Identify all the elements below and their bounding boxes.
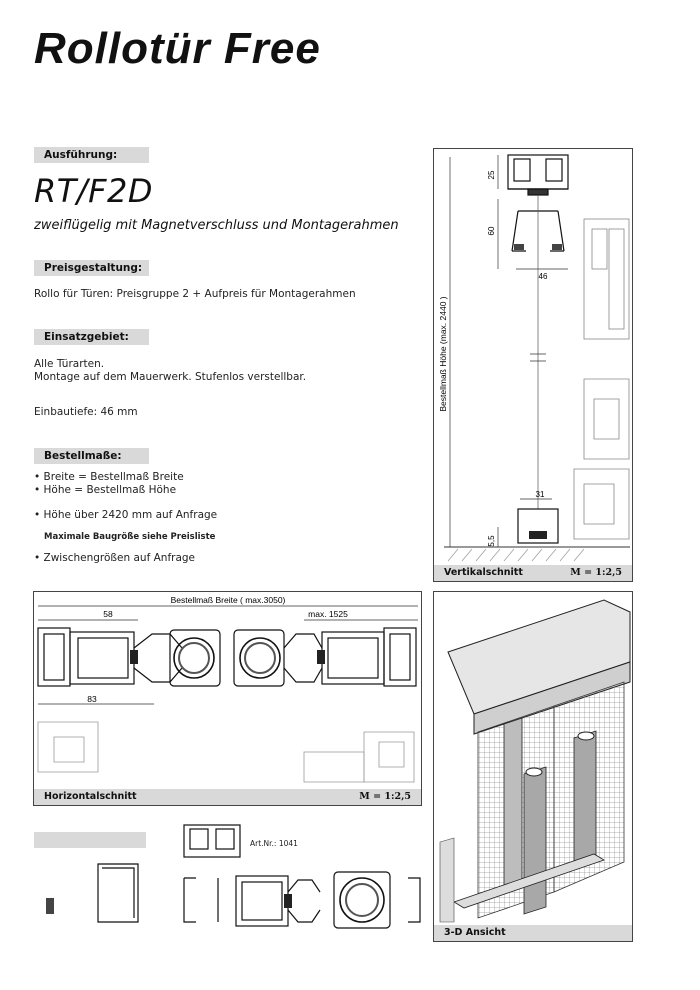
model-subtitle: zweiflügelig mit Magnetverschluss und Montagerahmen xyxy=(34,218,399,233)
horizontal-scale: M = 1:2,5 xyxy=(359,791,411,802)
dim-58: 58 xyxy=(103,609,113,619)
height-label: Bestellmaß Höhe (max. 2440 ) xyxy=(438,296,448,412)
dim-5-5: 5,5 xyxy=(487,535,496,547)
dim-60: 60 xyxy=(487,226,496,236)
model-name: RT/F2D xyxy=(34,172,153,210)
dim-25: 25 xyxy=(487,170,496,180)
dim-46: 46 xyxy=(538,272,548,281)
order-max-note: Maximale Baugröße siehe Preisliste xyxy=(44,532,216,542)
usage-depth: Einbautiefe: 46 mm xyxy=(34,406,138,418)
usage-line-1: Alle Türarten. xyxy=(34,358,105,370)
order-intermediate: • Zwischengrößen auf Anfrage xyxy=(34,552,196,564)
section-label-bestellmasse: Bestellmaße: xyxy=(34,448,149,464)
order-width: • Breite = Bestellmaß Breite xyxy=(34,471,184,483)
dim-max-1525: max. 1525 xyxy=(308,609,348,619)
section-label-preisgestaltung: Preisgestaltung: xyxy=(34,260,149,276)
width-label: Bestellmaß Breite ( max.3050) xyxy=(170,595,286,605)
view-3d-panel xyxy=(433,591,633,942)
profiles-drawing xyxy=(34,820,424,940)
view-3d-drawing xyxy=(434,592,632,925)
horizontal-section-drawing xyxy=(34,592,421,789)
art-nr: Art.Nr.: 1041 xyxy=(250,839,298,848)
order-tall: • Höhe über 2420 mm auf Anfrage xyxy=(34,509,218,521)
vertical-section-caption xyxy=(434,565,632,581)
order-height: • Höhe = Bestellmaß Höhe xyxy=(34,484,177,496)
dim-31: 31 xyxy=(535,490,545,499)
section-label-ausfuehrung: Ausführung: xyxy=(34,147,149,163)
vertical-scale: M = 1:2,5 xyxy=(570,567,622,578)
usage-line-2: Montage auf dem Mauerwerk. Stufenlos verstellbar. xyxy=(34,371,307,383)
horizontal-section-caption xyxy=(34,789,421,805)
vertical-section-panel xyxy=(433,148,633,582)
dim-83: 83 xyxy=(87,694,97,704)
view-3d-caption xyxy=(434,925,632,941)
section-label-einsatzgebiet: Einsatzgebiet: xyxy=(34,329,149,345)
page-title: Rollotür Free xyxy=(34,24,321,73)
vertical-caption-text: Vertikalschnitt xyxy=(444,567,523,578)
view-3d-caption-text: 3-D Ansicht xyxy=(444,927,506,938)
vertical-section-drawing xyxy=(434,149,632,565)
horizontal-caption-text: Horizontalschnitt xyxy=(44,791,137,802)
pricing-text: Rollo für Türen: Preisgruppe 2 + Aufpreis für Montagerahmen xyxy=(34,288,356,300)
horizontal-section-panel xyxy=(33,591,422,806)
